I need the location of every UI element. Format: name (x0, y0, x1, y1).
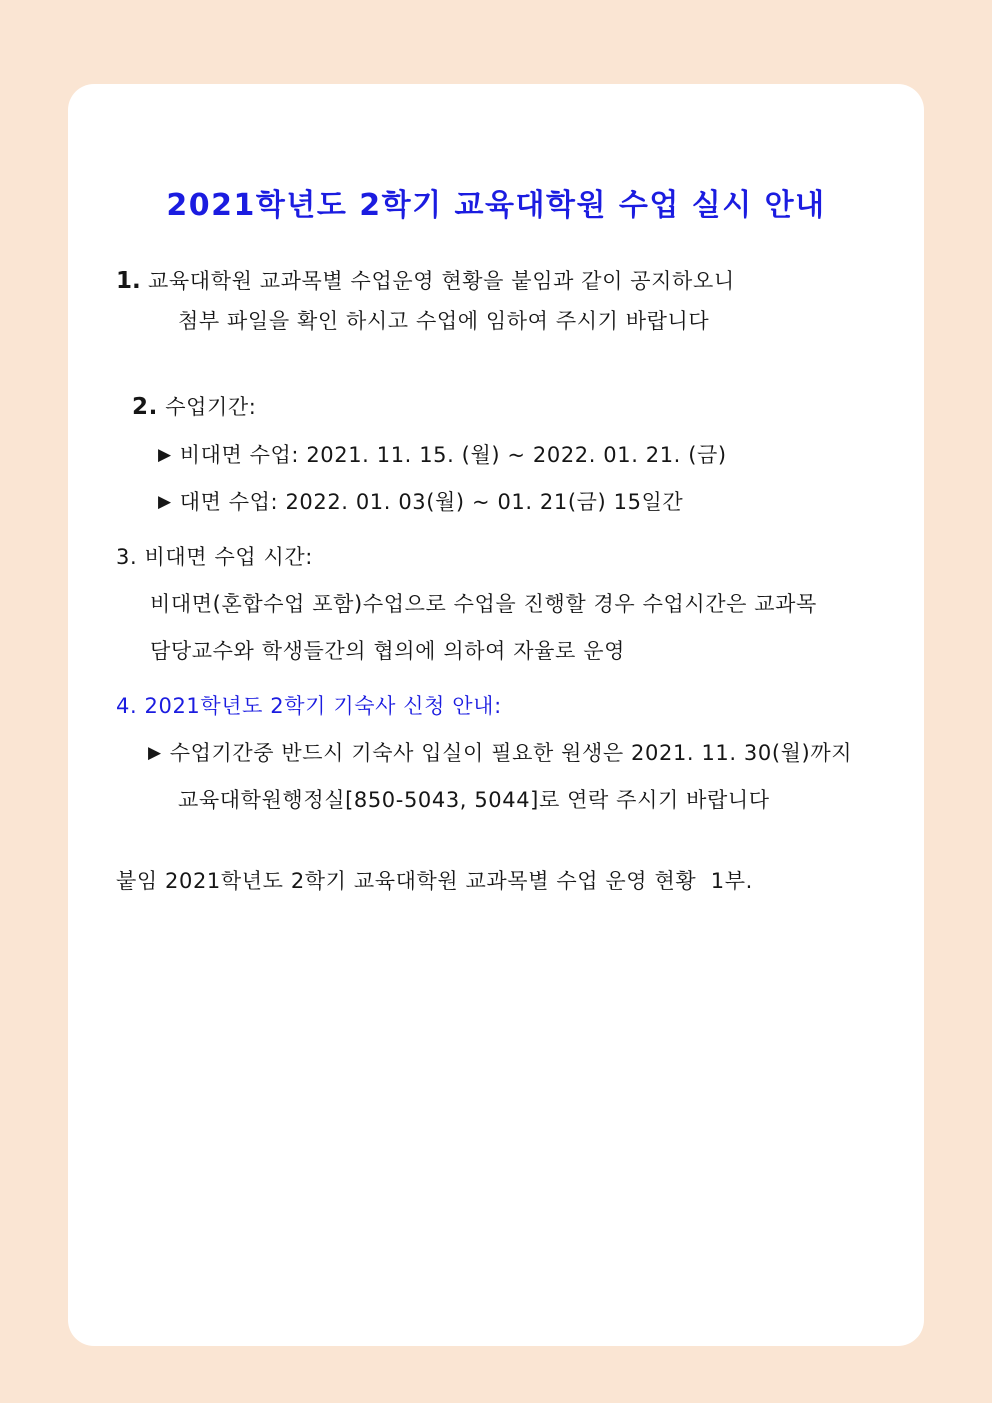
notice-item-3 (92, 547, 900, 662)
item-3-heading-text: 비대면 수업 시간: (144, 545, 313, 569)
spacer (92, 717, 900, 743)
spacer (92, 513, 900, 547)
spacer (92, 615, 900, 641)
item-2-heading-text: 수업기간: (165, 395, 257, 419)
page-title: 2021학년도 2학기 교육대학원 수업 실시 안내 (166, 188, 826, 223)
triangle-bullet-icon: ▶ (148, 743, 162, 763)
spacer (92, 419, 900, 445)
item-4-heading-text: 2021학년도 2학기 기숙사 신청 안내: (144, 694, 502, 718)
item-1-text-1: 교육대학원 교과목별 수업운영 현황을 붙임과 같이 공지하오니 (148, 269, 735, 293)
item-4-number: 4. (116, 694, 138, 718)
spacer (92, 568, 900, 594)
spacer (92, 466, 900, 492)
item-2-number: 2. (132, 394, 158, 420)
document-body (92, 270, 900, 892)
spacer (92, 811, 900, 845)
spacer (92, 662, 900, 696)
item-1-line-2: 첨부 파일을 확인 하시고 수업에 임하여 주시기 바랍니다 (178, 309, 710, 333)
spacer (92, 362, 900, 396)
item-4-bullet-1 (148, 743, 900, 764)
notice-item-4 (92, 696, 900, 811)
spacer (92, 764, 900, 790)
item-2-bullet-2 (158, 492, 900, 513)
triangle-bullet-icon: ▶ (158, 445, 172, 465)
item-2-heading (132, 396, 900, 419)
item-1-number: 1. (116, 268, 141, 294)
notice-item-2 (92, 396, 900, 513)
item-4-bullet-2: 교육대학원행정실[850-5043, 5044]로 연락 주시기 바랍니다 (178, 788, 770, 812)
triangle-bullet-icon: ▶ (158, 492, 172, 512)
item-1-line-1 (116, 270, 900, 293)
notice-item-1 (116, 270, 900, 332)
document-page (68, 84, 924, 1346)
item-4-heading (116, 696, 900, 717)
item-2-bullet-1 (158, 445, 900, 466)
item-2-bullet-2-text: 대면 수업: 2022. 01. 03(월) ~ 01. 21(금) 15일간 (179, 490, 684, 514)
attachment-note: 붙임 2021학년도 2학기 교육대학원 교과목별 수업 운영 현황 1부. (116, 869, 753, 893)
item-4-bullet-1-text: 수업기간중 반드시 기숙사 입실이 필요한 원생은 2021. 11. 30(월)까지 (169, 741, 853, 765)
item-3-heading (116, 547, 900, 568)
item-3-line-2: 담당교수와 학생들간의 협의에 의하여 자율로 운영 (150, 639, 625, 663)
spacer (92, 845, 900, 871)
item-3-number: 3. (116, 545, 138, 569)
item-2-bullet-1-text: 비대면 수업: 2021. 11. 15. (월) ~ 2022. 01. 21. (금) (179, 443, 727, 467)
item-3-line-1: 비대면(혼합수업 포함)수업으로 수업을 진행할 경우 수업시간은 교과목 (150, 592, 817, 616)
